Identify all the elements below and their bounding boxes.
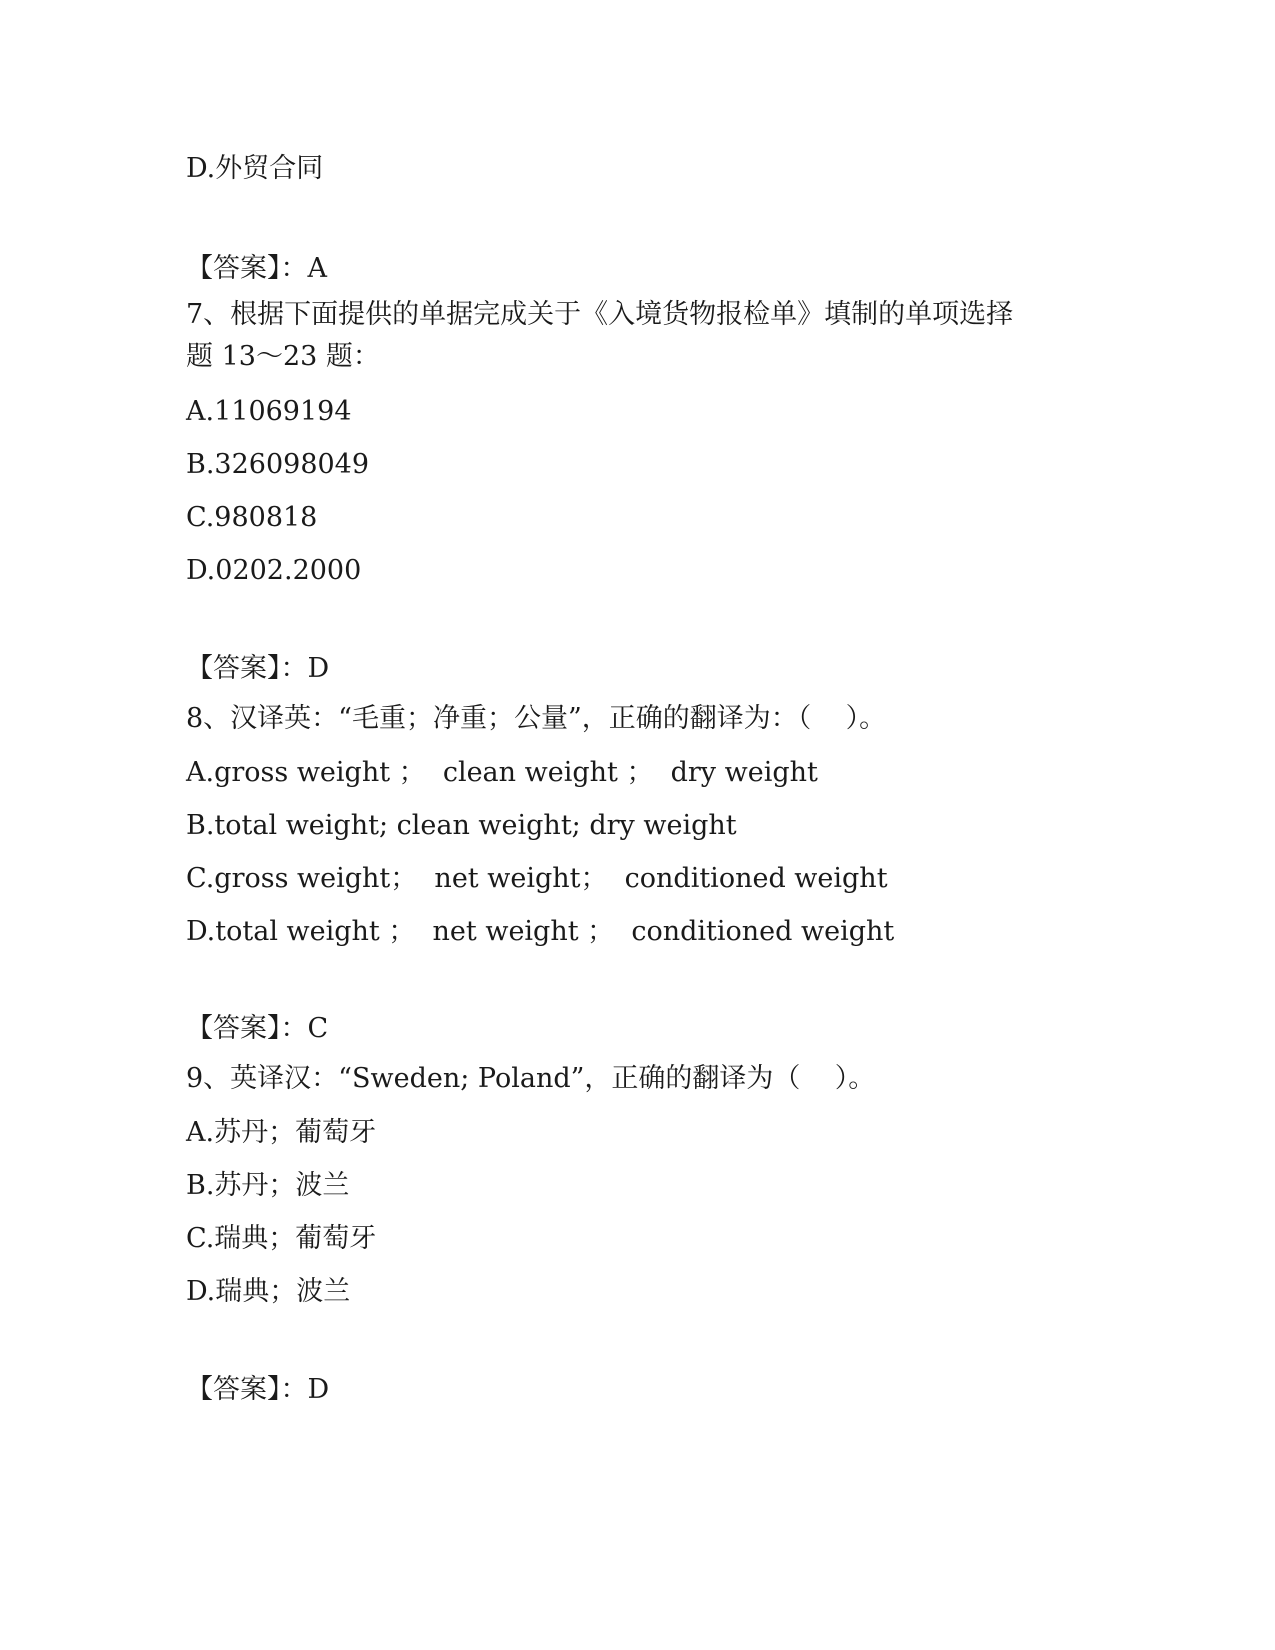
- question-9-option-c: C.瑞典；葡萄牙: [186, 1223, 377, 1254]
- question-8-answer: 【答案】：C: [186, 1013, 329, 1044]
- question-7-stem-line2: 题 13～23 题：: [186, 341, 380, 372]
- question-7-option-b: B.326098049: [186, 449, 370, 480]
- question-7-option-c: C.980818: [186, 502, 318, 533]
- question-9-option-b: B.苏丹；波兰: [186, 1170, 350, 1201]
- question-7-stem-line1: 7、根据下面提供的单据完成关于《入境货物报检单》填制的单项选择: [186, 299, 1014, 330]
- question-9-stem: 9、英译汉：“Sweden; Poland”，正确的翻译为（ ）。: [186, 1063, 876, 1094]
- question-8-stem: 8、汉译英：“毛重；净重；公量”，正确的翻译为：（ ）。: [186, 703, 887, 734]
- question-8-option-c: C.gross weight； net weight； conditioned weight: [186, 863, 888, 894]
- prev-option-d: D.外贸合同: [186, 153, 324, 184]
- question-7-option-a: A.11069194: [186, 396, 352, 427]
- question-8-option-b: B.total weight; clean weight; dry weight: [186, 810, 737, 841]
- answer-line-prev: 【答案】：A: [186, 253, 327, 284]
- question-9-option-d: D.瑞典；波兰: [186, 1276, 351, 1307]
- question-9-answer: 【答案】：D: [186, 1374, 330, 1405]
- question-8-option-a: A.gross weight ； clean weight ； dry weight: [186, 757, 818, 788]
- question-7-answer: 【答案】：D: [186, 653, 330, 684]
- question-8-option-d: D.total weight ； net weight ； conditioned weight: [186, 916, 895, 947]
- question-7-option-d: D.0202.2000: [186, 555, 362, 586]
- question-9-option-a: A.苏丹；葡萄牙: [186, 1117, 377, 1148]
